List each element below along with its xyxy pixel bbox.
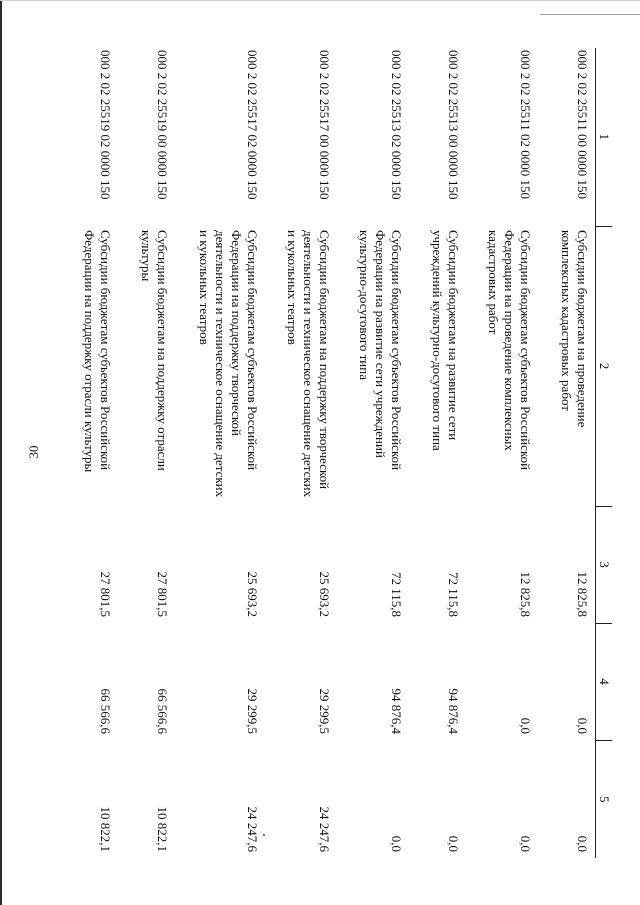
table-row: [118, 48, 175, 858]
amount-col-4: 29 299,5: [317, 688, 332, 734]
amount-col-5: 0,0: [518, 835, 533, 852]
amount-col-3: 72 115,8: [446, 571, 461, 617]
amount-col-4: 66 566,6: [98, 688, 113, 734]
amount-col-4: 66 566,6: [155, 688, 170, 734]
amount-col-4: 0,0: [575, 717, 590, 734]
table-row: [466, 48, 538, 858]
scan-corner-mark: [540, 0, 640, 15]
revenue-description: Субсидии бюджетам на поддержку творческой деятельности и техническое оснащение детских и кукольных театров: [285, 230, 332, 498]
budget-code: 000 2 02 25519 00 0000 150: [155, 50, 170, 200]
amount-col-4: 29 299,5: [245, 688, 260, 734]
amount-col-4: 94 876,4: [389, 688, 404, 734]
column-number-2: 2: [596, 226, 613, 506]
budget-code: 000 2 02 25517 00 0000 150: [317, 50, 332, 200]
page-number: 30: [26, 445, 41, 459]
scan-edge-left: [0, 0, 2, 905]
amount-col-3: 25 693,2: [317, 571, 332, 617]
amount-col-5: 10 822,1: [155, 806, 170, 852]
budget-table: [61, 48, 612, 858]
column-number-4: 4: [596, 623, 613, 740]
budget-code: 000 2 02 25511 00 0000 150: [575, 50, 590, 200]
table-row: [337, 48, 409, 858]
budget-code: 000 2 02 25511 02 0000 150: [518, 50, 533, 200]
amount-col-5: 10 822,1: [98, 806, 113, 852]
budget-code: 000 2 02 25513 00 0000 150: [446, 50, 461, 200]
column-number-3: 3: [596, 506, 613, 623]
column-number-row: [596, 48, 613, 858]
amount-col-4: 0,0: [518, 717, 533, 734]
amount-col-5: 24 247,6: [245, 806, 260, 852]
amount-col-3: 27 801,5: [98, 571, 113, 617]
column-number-1: 1: [596, 48, 613, 226]
amount-col-5: 0,0: [446, 835, 461, 852]
revenue-description: Субсидии бюджетам субъектов Российской Федерации на развитие сети учреждений культурно-досугового типа: [357, 230, 404, 471]
amount-col-3: 12 825,8: [518, 571, 533, 617]
amount-col-3: 25 693,2: [245, 571, 260, 617]
table-row: [538, 48, 596, 858]
revenue-description: Субсидии бюджетам на проведение комплексных кадастровых работ: [559, 230, 590, 428]
amount-col-3: 72 115,8: [389, 571, 404, 617]
table-row: [175, 48, 265, 858]
amount-col-3: 12 825,8: [575, 571, 590, 617]
amount-col-3: 27 801,5: [155, 571, 170, 617]
amount-col-4: 94 876,4: [446, 688, 461, 734]
revenue-description: Субсидии бюджетам субъектов Российской Федерации на проведение комплексных кадастровых работ: [486, 230, 533, 471]
revenue-description: Субсидии бюджетам на поддержку отрасли культуры: [139, 230, 170, 471]
rotated-page-content: [50, 48, 612, 858]
budget-code: 000 2 02 25517 02 0000 150: [245, 50, 260, 200]
budget-code: 000 2 02 25513 02 0000 150: [389, 50, 404, 200]
table-row: [409, 48, 466, 858]
revenue-description: Субсидии бюджетам на развитие сети учреждений культурно-досугового типа: [430, 230, 461, 451]
amount-col-5: 0,0: [575, 835, 590, 852]
budget-code: 000 2 02 25519 02 0000 150: [98, 50, 113, 200]
amount-col-5: 0,0: [389, 835, 404, 852]
amount-col-5: 24 247,6: [317, 806, 332, 852]
revenue-description: Субсидии бюджетам субъектов Российской Федерации на поддержку творческой деятельности и техническое оснащение детских и кукольных театров: [197, 230, 260, 498]
table-row: [61, 48, 118, 858]
column-number-5: 5: [596, 740, 613, 858]
table-row: [265, 48, 337, 858]
revenue-description: Субсидии бюджетам субъектов Российской Федерации на поддержку отрасли культуры: [82, 230, 113, 473]
